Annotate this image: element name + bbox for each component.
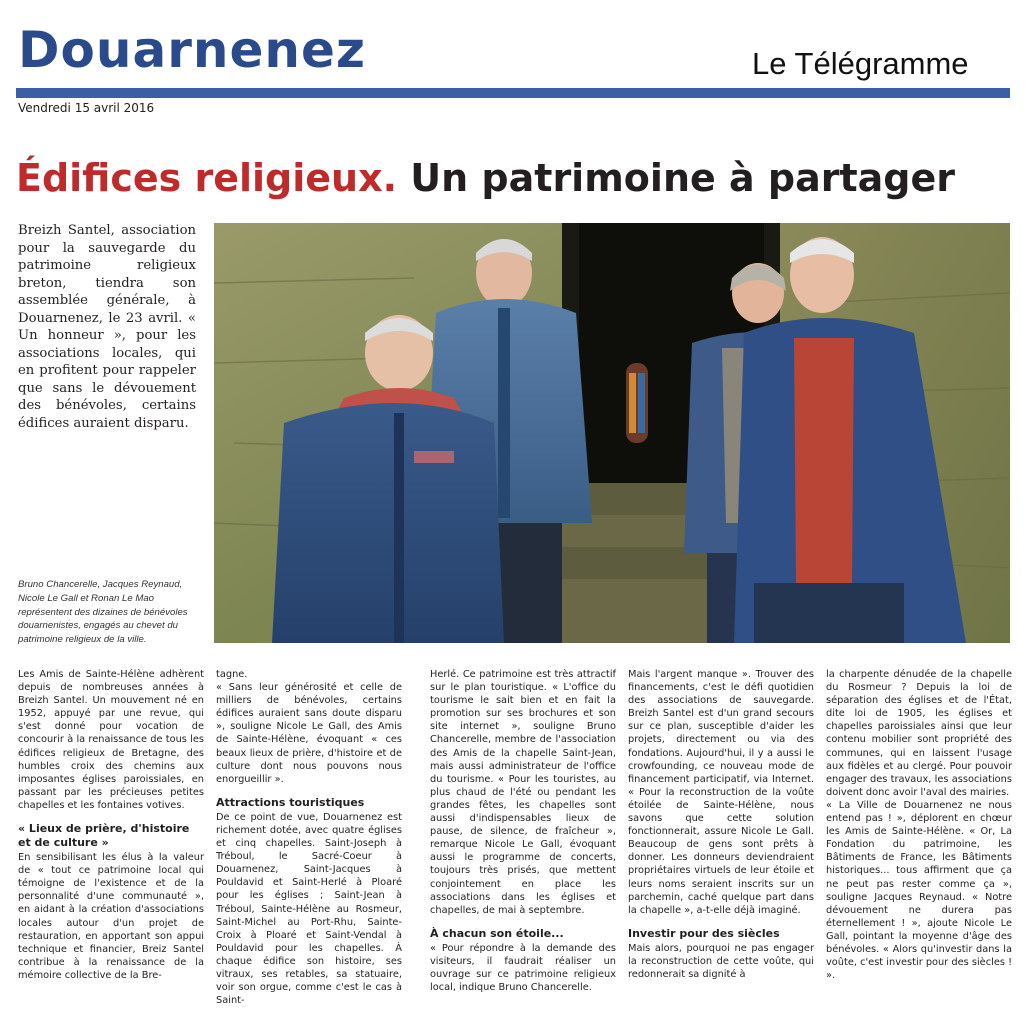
paragraph: la charpente dénudée de la chapelle du Rosmeur ? Depuis la loi de séparation des églises et de l'État, dite loi de 1905, les églises et chapelles paroissiales ainsi que leur contenu mobilier sont propriété des communes, qui en laissent l'usage aux fidèles et au clergé. Pour pouvoir engager des travaux, les associations doivent donc avoir l'aval des mairies.: [826, 669, 1012, 798]
paragraph: De ce point de vue, Douarnenez est richement dotée, avec quatre églises et cinq chapelles. Saint-Joseph à Tréboul, le Sacré-Coeur à Douarnenez, Saint-Jacques à Pouldavid et Saint-Herlé à Ploaré pour les églises ; Saint-Jean à Tréboul, Sainte-Hélène au Rosmeur, Saint-Michel au Port-Rhu, Sainte-Croix à Ploaré et Saint-Vendal à Pouldavid pour les chapelles. À chaque édifice son histoire, ses vitraux, ses retables, sa statuaire, voir son orgue, comme c'est le cas à Saint-: [216, 811, 402, 1007]
paragraph: Les Amis de Sainte-Hélène adhèrent depuis de nombreuses années à Breizh Santel. Un mouvement né en 1952, appuyé par une revue, qui s'est donné pour vocation de concourir à la renaissance de tous les édifices religieux de Bretagne, des humbles croix des chemins aux imposantes églises paroissiales, en passant par les précieuses petites chapelles et les fontaines votives.: [18, 669, 204, 811]
photo-illustration: [214, 223, 1010, 643]
paragraph: Mais alors, pourquoi ne pas engager la reconstruction de cette voûte, qui redonnerait sa dignité à: [628, 942, 814, 980]
headline-kicker: Édifices religieux.: [16, 156, 398, 200]
subheading: « Lieux de prière, d'histoire et de culture »: [18, 822, 190, 850]
newspaper-name: Le Télégramme: [752, 46, 969, 81]
paragraph: Mais l'argent manque ». Trouver des financements, c'est le défi quotidien des associations de sauvegarde. Breizh Santel est d'un grand secours sur ce plan, susceptible d'aider les projets, directement ou via des fondations. Aujourd'hui, il y a aussi le crowfounding, ce nouveau mode de financement participatif, via Internet. « Pour la reconstruction de la voûte étoilée de Sainte-Hélène, nous savons que cette solution fonctionnerait, assure Nicole Le Gall. Beaucoup de gens sont prêts à donner. Les donneurs deviendraient propriétaires virtuels de leur étoile et leurs noms seraient inscrits sur un parchemin, caché quelque part dans la chapelle », a-t-elle déjà imaginé.: [628, 669, 814, 916]
paragraph: tagne.: [216, 669, 248, 680]
paragraph: Herlé. Ce patrimoine est très attractif sur le plan touristique. « L'office du tourisme le sait bien et en fait la promotion sur ses brochures et son site internet », souligne Bruno Chancerelle, membre de l'association des Amis de la chapelle Saint-Jean, mais aussi administrateur de l'office du tourisme. « Pour les touristes, au plus chaud de l'été ou pendant les grandes fêtes, les chapelles sont aussi d'indispensables lieux de pause, de silence, de fraîcheur », remarque Nicole Le Gall, évoquant aussi le programme de concerts, toujours très prisés, que mettent conjointement en place les associations dans les églises et chapelles, de mai à septembre.: [430, 669, 616, 916]
subheading: À chacun son étoile...: [430, 926, 564, 940]
paragraph: « La Ville de Douarnenez ne nous entend pas ! », déplorent en chœur les Amis de Sainte-Hélène. « Or, La Fondation du patrimoine, les Bâtiments de France, les Bâtiments historiques... tous affirment que ça ne peut pas rester comme ça », souligne Jacques Reynaud. « Notre dévouement ne durera pas éternellement ! », ajoute Nicole Le Gall, pointant la moyenne d'âge des bénévoles. « Alors qu'investir dans la voûte, c'est investir pour des siècles ! ».: [826, 799, 1012, 982]
paragraph: « Sans leur générosité et celle de milliers de bénévoles, certains édifices auraient sans doute disparu », souligne Nicole Le Gall, des Amis de Sainte-Hélène, évoquant « ces beaux lieux de prière, d'histoire et de culture dont nous pouvons nous enorgueillir ».: [216, 682, 402, 785]
article-photo: [214, 223, 1010, 643]
headline-main: Un patrimoine à partager: [410, 156, 955, 200]
article-column-1: [18, 668, 204, 982]
article-column-5: [826, 668, 1012, 982]
subheading: Investir pour des siècles: [628, 926, 780, 940]
article-column-4: [628, 668, 814, 981]
article-column-2: [216, 668, 402, 1007]
lead-paragraph: Breizh Santel, association pour la sauvegarde du patrimoine religieux breton, tiendra son assemblée générale, à Douarnenez, le 23 avril. « Un honneur », pour les associations locales, qui en profitent pour rappeler que sans le dévouement des bénévoles, certains édifices auraient disparu.: [18, 223, 196, 431]
paragraph: En sensibilisant les élus à la valeur de « tout ce patrimoine local qui témoigne de l'existence et de la personnalité d'une communauté », en aidant à la création d'associations locales autour d'un projet de restauration, en apportant son appui technique et financier, Breiz Santel contribue à la renaissance de la mémoire collective de la Bre-: [18, 852, 204, 981]
article-column-3: [430, 668, 616, 994]
issue-date: Vendredi 15 avril 2016: [18, 101, 155, 115]
section-title: Douarnenez: [18, 21, 366, 79]
paragraph: « Pour répondre à la demande des visiteurs, il faudrait réaliser un ouvrage sur ce patrimoine religieux local, indique Bruno Chancerelle.: [430, 942, 616, 994]
headline: [16, 150, 1016, 206]
masthead-rule: [16, 88, 1010, 98]
subheading: Attractions touristiques: [216, 795, 365, 809]
photo-caption: Bruno Chancerelle, Jacques Reynaud, Nicole Le Gall et Ronan Le Mao représentent des dizaines de bénévoles douarnenistes, engagés au chevet du patrimoine religieux de la ville.: [18, 579, 188, 646]
